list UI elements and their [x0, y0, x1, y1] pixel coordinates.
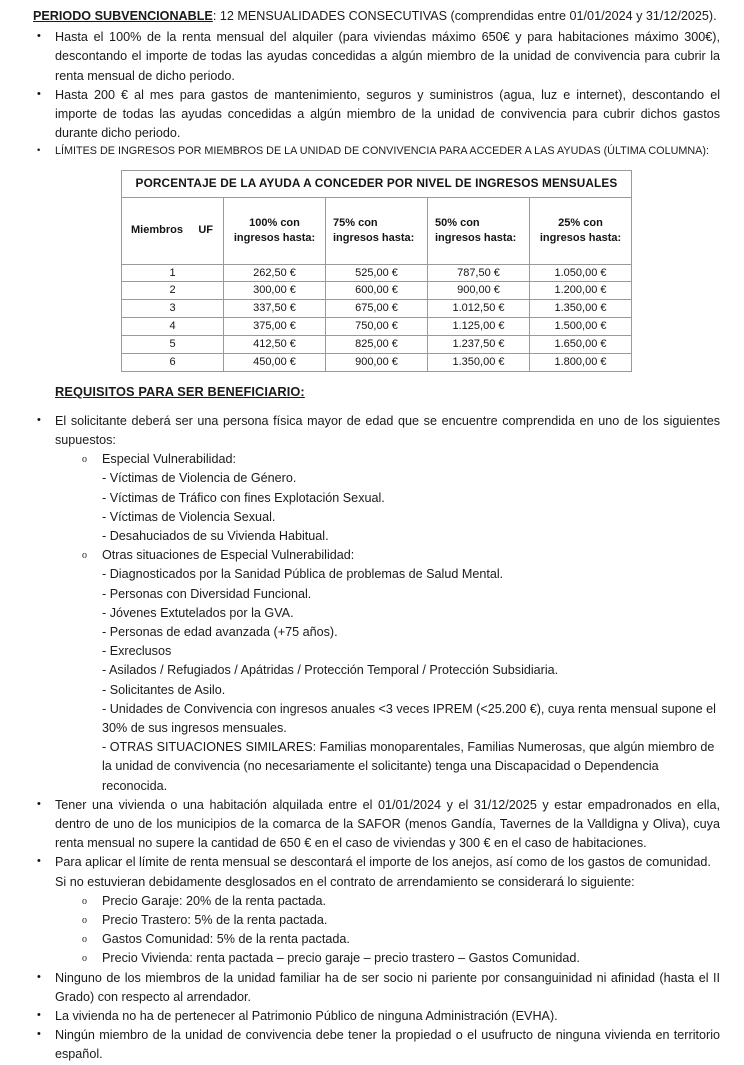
- sub-item-label: Precio Vivienda: renta pactada – precio garaje – precio trastero – Gastos Comunidad.: [102, 951, 580, 966]
- sub-item-precio-vivienda: [22, 949, 722, 968]
- sub-item-label: Gastos Comunidad: 5% de la renta pactada.: [102, 932, 350, 947]
- table-row: [122, 336, 632, 354]
- cell-100: 412,50 €: [224, 336, 326, 354]
- dash-item: - Asilados / Refugiados / Apátridas / Protección Temporal / Protección Subsidiaria.: [102, 663, 559, 678]
- cell-100: 300,00 €: [224, 282, 326, 300]
- sub-item-label: Otras situaciones de Especial Vulnerabilidad:: [102, 548, 355, 563]
- dash-item: - Desahuciados de su Vivienda Habitual.: [102, 528, 329, 543]
- cell-25: 1.650,00 €: [530, 336, 632, 354]
- cell-miembros: 2: [122, 282, 224, 300]
- bullet-dot-icon: •: [37, 30, 41, 43]
- top-bullet-text: LÍMITES DE INGRESOS POR MIEMBROS DE LA UNIDAD DE CONVIVENCIA PARA ACCEDER A LAS AYUDAS (ÚLTIMA COLUMNA):: [55, 145, 709, 158]
- sub-item-label: Precio Garaje: 20% de la renta pactada.: [102, 893, 327, 908]
- circle-bullet-icon: o: [82, 953, 87, 965]
- periodo-subvencionable-heading: PERIODO SUBVENCIONABLE: [33, 9, 213, 23]
- requisitos-bullet-list: [22, 412, 722, 1065]
- dash-item-iprem: [22, 700, 722, 738]
- desglose-sub-list: [22, 892, 722, 969]
- table-row: [122, 300, 632, 318]
- requisito-bullet-vivienda-alquilada: [22, 796, 722, 854]
- income-percentage-table: [121, 170, 632, 372]
- cell-75: 900,00 €: [326, 353, 428, 371]
- requisito-text-line2: Si no estuvieran debidamente desglosados en el contrato de arrendamiento se considerará lo siguiente:: [55, 874, 635, 889]
- cell-25: 1.050,00 €: [530, 264, 632, 282]
- requisito-text: El solicitante deberá ser una persona física mayor de edad que se encuentre comprendida en uno de los siguientes supuestos:: [55, 413, 720, 447]
- sub-item-precio-trastero: [22, 911, 722, 930]
- periodo-subvencionable-line: [33, 7, 722, 26]
- bullet-dot-icon: •: [37, 1028, 41, 1041]
- cell-50: 900,00 €: [428, 282, 530, 300]
- cell-miembros: 1: [122, 264, 224, 282]
- cell-miembros: 6: [122, 353, 224, 371]
- sub-item-precio-garaje: [22, 892, 722, 911]
- cell-75: 600,00 €: [326, 282, 428, 300]
- bullet-dot-icon: •: [37, 1009, 41, 1021]
- circle-bullet-icon: o: [82, 895, 87, 907]
- requisito-text: Ningún miembro de la unidad de convivencia debe tener la propiedad o el usufructo de ninguna vivienda en territorio español.: [55, 1028, 720, 1062]
- cell-100: 375,00 €: [224, 318, 326, 336]
- cell-50: 1.350,00 €: [428, 353, 530, 371]
- cell-75: 825,00 €: [326, 336, 428, 354]
- dash-item-otras-similares: [22, 738, 722, 796]
- requisitos-heading-colon: :: [300, 383, 305, 399]
- requisito-bullet-limite-renta: [22, 853, 722, 872]
- sub-item-label: Especial Vulnerabilidad:: [102, 452, 236, 467]
- top-bullet-item-limites: [22, 143, 722, 159]
- bullet-dot-icon: •: [37, 413, 41, 426]
- requisitos-section-heading: [55, 384, 722, 399]
- column-header-uf: UF: [198, 224, 213, 237]
- requisito-text-line1: Para aplicar el límite de renta mensual se descontará el importe de los anejos, así como de los gastos de comunidad.: [55, 855, 711, 870]
- top-bullet-item: [22, 28, 722, 86]
- cell-miembros: 3: [122, 300, 224, 318]
- bullet-dot-icon: •: [37, 855, 41, 868]
- requisito-bullet-solicitante: [22, 412, 722, 450]
- table-column-header-row: [122, 197, 632, 264]
- requisito-bullet-patrimonio-publico: [22, 1007, 722, 1026]
- sub-item-otras-situaciones: [22, 546, 722, 565]
- dash-item-iprem-line2: 30% de sus ingresos mensuales.: [102, 720, 287, 735]
- requisitos-heading-text: REQUISITOS PARA SER BENEFICIARIO: [55, 383, 301, 399]
- top-bullet-item: [22, 86, 722, 144]
- column-header-25: 25% con ingresos hasta:: [530, 197, 632, 264]
- bullet-dot-icon: •: [37, 87, 41, 100]
- requisito-bullet-propiedad-vivienda: [22, 1026, 722, 1064]
- dash-item: - Personas con Diversidad Funcional.: [102, 586, 312, 601]
- table-body: [122, 264, 632, 371]
- dash-item: - Víctimas de Violencia Sexual.: [102, 509, 276, 524]
- cell-25: 1.200,00 €: [530, 282, 632, 300]
- cell-75: 525,00 €: [326, 264, 428, 282]
- table-title: PORCENTAJE DE LA AYUDA A CONCEDER POR NIVEL DE INGRESOS MENSUALES: [122, 170, 632, 197]
- bullet-dot-icon: •: [37, 797, 41, 810]
- cell-25: 1.350,00 €: [530, 300, 632, 318]
- requisito-text: La vivienda no ha de pertenecer al Patrimonio Público de ninguna Administración (EVHA).: [55, 1009, 558, 1023]
- circle-bullet-icon: o: [82, 934, 87, 946]
- dash-item: - Víctimas de Tráfico con fines Explotación Sexual.: [102, 490, 385, 505]
- cell-25: 1.800,00 €: [530, 353, 632, 371]
- circle-bullet-icon: o: [82, 454, 87, 466]
- cell-25: 1.500,00 €: [530, 318, 632, 336]
- cell-50: 1.237,50 €: [428, 336, 530, 354]
- income-table-wrapper: [22, 170, 722, 372]
- cell-50: 1.012,50 €: [428, 300, 530, 318]
- cell-miembros: 5: [122, 336, 224, 354]
- top-bullet-list: [22, 28, 722, 159]
- table-row: [122, 318, 632, 336]
- cell-100: 337,50 €: [224, 300, 326, 318]
- table-row: [122, 264, 632, 282]
- requisito-bullet-parentesco: [22, 969, 722, 1007]
- sub-item-especial-vulnerabilidad: [22, 450, 722, 469]
- column-header-miembros: Miembros: [131, 224, 183, 237]
- cell-75: 675,00 €: [326, 300, 428, 318]
- table-row: [122, 282, 632, 300]
- requisito-text: Ninguno de los miembros de la unidad familiar ha de ser socio ni pariente por consanguinidad ni afinidad (hasta el II Grado) con respecto al arrendador.: [55, 970, 720, 1004]
- dash-item: - Personas de edad avanzada (+75 años).: [102, 624, 338, 639]
- top-bullet-text: Hasta 200 € al mes para gastos de mantenimiento, seguros y suministros (agua, luz e internet), descontando el importe de todas las ayudas concedidas a algún miembro de la unidad de convivencia para cubrir dichos gastos durante dicho periodo.: [55, 87, 720, 141]
- dash-item: - Exreclusos: [102, 644, 172, 659]
- top-bullet-text: Hasta el 100% de la renta mensual del alquiler (para viviendas máximo 650€ y para habitaciones máximo 300€), descontando el importe de todas las ayudas concedidas a algún miembro de la unidad de convivencia para cubrir la renta mensual de dicho periodo.: [55, 30, 720, 83]
- cell-100: 262,50 €: [224, 264, 326, 282]
- cell-100: 450,00 €: [224, 353, 326, 371]
- column-header-miembros-uf: [122, 197, 224, 264]
- dash-item: - Jóvenes Extutelados por la GVA.: [102, 605, 294, 620]
- cell-50: 787,50 €: [428, 264, 530, 282]
- column-header-50: 50% con ingresos hasta:: [428, 197, 530, 264]
- dash-item: - Solicitantes de Asilo.: [102, 682, 226, 697]
- dash-item: - Diagnosticados por la Sanidad Pública de problemas de Salud Mental.: [102, 567, 504, 582]
- cell-miembros: 4: [122, 318, 224, 336]
- vulnerabilidad-group-list: [22, 450, 722, 796]
- table-title-row: [122, 170, 632, 197]
- table-head: [122, 170, 632, 264]
- cell-75: 750,00 €: [326, 318, 428, 336]
- column-header-100: 100% con ingresos hasta:: [224, 197, 326, 264]
- sub-item-label: Precio Trastero: 5% de la renta pactada.: [102, 912, 328, 927]
- dash-item-otras-similares-line1: - OTRAS SITUACIONES SIMILARES: Familias monoparentales, Familias Numerosas, que algún miembro de la: [102, 740, 715, 774]
- periodo-subvencionable-rest: : 12 MENSUALIDADES CONSECUTIVAS (comprendidas entre 01/01/2024 y 31/12/2025).: [212, 9, 717, 23]
- sub-item-gastos-comunidad: [22, 930, 722, 949]
- column-header-75: 75% con ingresos hasta:: [326, 197, 428, 264]
- bullet-dot-icon: •: [37, 145, 41, 157]
- bullet-dot-icon: •: [37, 970, 41, 983]
- dash-item: - Víctimas de Violencia de Género.: [102, 471, 297, 486]
- circle-bullet-icon: o: [82, 550, 87, 562]
- requisito-text: Tener una vivienda o una habitación alquilada entre el 01/01/2024 y el 31/12/2025 y estar empadronados en ella, dentro de uno de los municipios de la comarca de la SAFOR (menos Gandía, Tavernes de la Valldigna y Oliva), cuya renta mensual no supere la cantidad de 650 € en el caso de viviendas y 300 € en el caso de habitaciones.: [55, 797, 720, 851]
- table-row: [122, 353, 632, 371]
- circle-bullet-icon: o: [82, 914, 87, 926]
- dash-item-iprem-line1: - Unidades de Convivencia con ingresos anuales <3 veces IPREM (<25.200 €), cuya renta mensual supone el: [102, 701, 716, 716]
- dash-item-otras-similares-line2: unidad de convivencia (no necesariamente el solicitante) tenga una Discapacidad o Dependencia reconocida.: [102, 759, 659, 793]
- cell-50: 1.125,00 €: [428, 318, 530, 336]
